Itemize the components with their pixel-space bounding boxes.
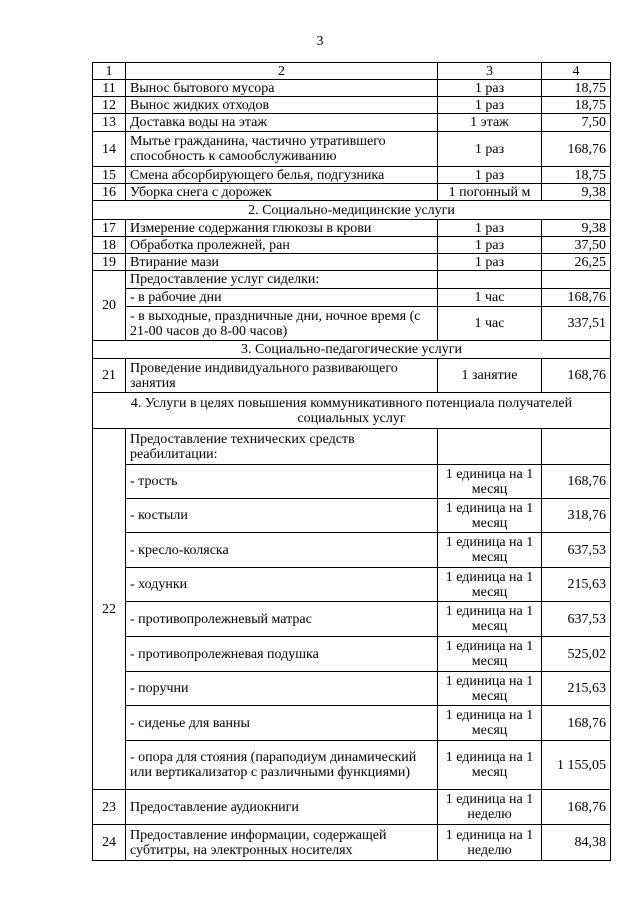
tariff-table [92,62,611,861]
service-name: Проведение индивидуального развивающего занятия [126,359,438,393]
header-col-2: 2 [126,63,438,80]
service-name: Мытье гражданина, частично утратившего способность к самообслуживанию [126,132,438,167]
service-price: 18,75 [542,80,611,97]
service-unit: 1 единица на 1 месяц [438,637,542,672]
service-price: 9,38 [542,184,611,201]
table-row [93,533,611,568]
table-row [93,289,611,307]
table-row [93,499,611,533]
service-price: 318,76 [542,499,611,533]
service-name: Измерение содержания глюкозы в крови [126,220,438,237]
row-number: 13 [93,114,126,132]
service-unit: 1 раз [438,132,542,167]
row-number: 18 [93,237,126,254]
service-unit: 1 раз [438,237,542,254]
service-unit: 1 час [438,289,542,307]
service-unit: 1 раз [438,254,542,271]
service-price [542,429,611,465]
table-row [93,790,611,825]
service-name: Уборка снега с дорожек [126,184,438,201]
service-unit: 1 раз [438,80,542,97]
table-row [93,568,611,602]
service-price: 168,76 [542,289,611,307]
service-price: 637,53 [542,602,611,637]
service-unit [438,271,542,289]
table-row [93,184,611,201]
table-row [93,307,611,341]
section-title: 2. Социально-медицинские услуги [93,201,611,220]
service-unit: 1 единица на 1 неделю [438,825,542,861]
service-price: 215,63 [542,672,611,706]
service-price: 168,76 [542,706,611,741]
service-name: Вынос жидких отходов [126,97,438,114]
table-row [93,637,611,672]
service-name: - в выходные, праздничные дни, ночное время (с 21-00 часов до 8-00 часов) [126,307,438,341]
table-row [93,271,611,289]
row-number: 19 [93,254,126,271]
header-col-3: 3 [438,63,542,80]
service-unit: 1 единица на 1 месяц [438,499,542,533]
row-number: 12 [93,97,126,114]
table-row [93,237,611,254]
table-row [93,602,611,637]
service-price: 337,51 [542,307,611,341]
table-row [93,254,611,271]
section-title: 4. Услуги в целях повышения коммуникативного потенциала получателей социальных услуг [93,393,611,429]
service-unit: 1 единица на 1 месяц [438,672,542,706]
service-unit: 1 единица на 1 месяц [438,706,542,741]
table-row [93,80,611,97]
section-row [93,341,611,359]
table-row [93,465,611,499]
section-row [93,201,611,220]
service-price: 168,76 [542,132,611,167]
service-price: 26,25 [542,254,611,271]
service-unit: 1 раз [438,220,542,237]
service-unit: 1 раз [438,167,542,184]
row-number: 15 [93,167,126,184]
service-name: Обработка пролежней, ран [126,237,438,254]
row-number: 23 [93,790,126,825]
row-number: 20 [93,271,126,341]
service-unit: 1 единица на 1 месяц [438,568,542,602]
service-unit: 1 занятие [438,359,542,393]
table-row [93,825,611,861]
page-number: 3 [316,34,324,49]
table-row [93,220,611,237]
table-row [93,706,611,741]
row-number: 14 [93,132,126,167]
section-title: 3. Социально-педагогические услуги [93,341,611,359]
service-price: 168,76 [542,790,611,825]
service-price: 525,02 [542,637,611,672]
service-price: 637,53 [542,533,611,568]
table-row [93,429,611,465]
row-number: 17 [93,220,126,237]
service-price: 18,75 [542,167,611,184]
table-row [93,114,611,132]
row-number: 11 [93,80,126,97]
service-price: 37,50 [542,237,611,254]
row-number: 22 [93,429,126,790]
service-price: 168,76 [542,359,611,393]
service-price [542,271,611,289]
table-row [93,359,611,393]
service-unit: 1 единица на 1 месяц [438,465,542,499]
service-unit: 1 час [438,307,542,341]
service-name: Вынос бытового мусора [126,80,438,97]
service-name: - сиденье для ванны [126,706,438,741]
service-name: - опора для стояния (параподиум динамический или вертикализатор с различными функциями) [126,741,438,790]
service-name: - костыли [126,499,438,533]
section-row [93,393,611,429]
header-col-1: 1 [93,63,126,80]
service-price: 1 155,05 [542,741,611,790]
service-name: Смена абсорбирующего белья, подгузника [126,167,438,184]
service-price: 215,63 [542,568,611,602]
service-price: 9,38 [542,220,611,237]
table-row [93,741,611,790]
service-unit: 1 единица на 1 месяц [438,602,542,637]
service-price: 168,76 [542,465,611,499]
service-unit: 1 единица на 1 месяц [438,533,542,568]
row-number: 24 [93,825,126,861]
service-unit: 1 этаж [438,114,542,132]
service-name: Доставка воды на этаж [126,114,438,132]
service-unit [438,429,542,465]
row-number: 21 [93,359,126,393]
service-name: - ходунки [126,568,438,602]
service-name: - кресло-коляска [126,533,438,568]
service-price: 84,38 [542,825,611,861]
service-name: Предоставление технических средств реабилитации: [126,429,438,465]
service-unit: 1 единица на 1 месяц [438,741,542,790]
table-header-row [93,63,611,80]
service-price: 7,50 [542,114,611,132]
service-name: Втирание мази [126,254,438,271]
service-unit: 1 погонный м [438,184,542,201]
service-name: - противопролежневая подушка [126,637,438,672]
service-name: - в рабочие дни [126,289,438,307]
table-row [93,672,611,706]
service-name: - поручни [126,672,438,706]
row-number: 16 [93,184,126,201]
service-name: - трость [126,465,438,499]
header-col-4: 4 [542,63,611,80]
service-name: - противопролежневый матрас [126,602,438,637]
service-name: Предоставление услуг сиделки: [126,271,438,289]
service-name: Предоставление аудиокниги [126,790,438,825]
table-row [93,167,611,184]
table-row [93,97,611,114]
service-name: Предоставление информации, содержащей субтитры, на электронных носителях [126,825,438,861]
service-unit: 1 единица на 1 неделю [438,790,542,825]
service-price: 18,75 [542,97,611,114]
service-unit: 1 раз [438,97,542,114]
table-row [93,132,611,167]
